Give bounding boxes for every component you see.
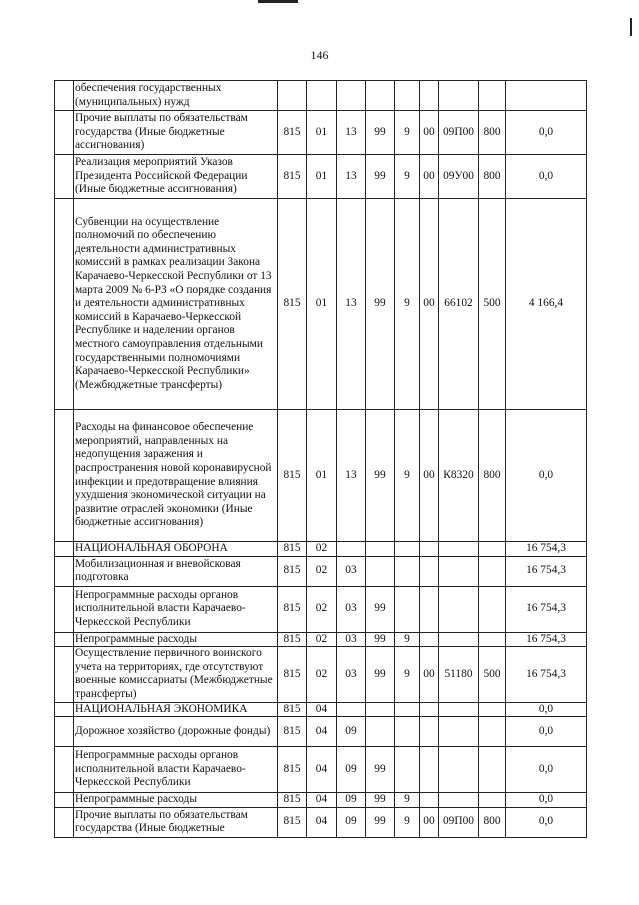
section-code: 04	[307, 793, 337, 808]
subprogram-code: 9	[395, 111, 420, 155]
admin-code: 815	[278, 632, 307, 647]
target-code: К8320	[439, 410, 479, 542]
row-margin-cell	[55, 155, 74, 199]
amount: 4 166,4	[506, 199, 587, 410]
expense-type-code	[479, 747, 506, 793]
page-number: 146	[310, 48, 329, 62]
target-code	[439, 542, 479, 557]
table-row	[55, 410, 587, 542]
admin-code: 815	[278, 747, 307, 793]
subsection-code: 13	[337, 410, 366, 542]
subsection-code: 03	[337, 647, 366, 702]
row-margin-cell	[55, 586, 74, 632]
program-code: 99	[366, 586, 395, 632]
section-code: 02	[307, 542, 337, 557]
section-code: 02	[307, 647, 337, 702]
table-row	[55, 647, 587, 702]
target-code	[439, 586, 479, 632]
row-margin-cell	[55, 702, 74, 717]
amount: 0,0	[506, 702, 587, 717]
program-code: 99	[366, 793, 395, 808]
table-row	[55, 556, 587, 586]
section-code: 04	[307, 747, 337, 793]
direction-code: 00	[420, 410, 439, 542]
table-row	[55, 632, 587, 647]
amount: 0,0	[506, 807, 587, 837]
direction-code	[420, 793, 439, 808]
target-code	[439, 556, 479, 586]
table-row	[55, 155, 587, 199]
row-margin-cell	[55, 747, 74, 793]
row-margin-cell	[55, 81, 74, 111]
admin-code: 815	[278, 111, 307, 155]
expense-name: Мобилизационная и вневойсковая подготовка	[74, 556, 278, 586]
subprogram-code: 9	[395, 647, 420, 702]
table-row	[55, 717, 587, 747]
admin-code	[278, 81, 307, 111]
row-margin-cell	[55, 556, 74, 586]
expense-name: Непрограммные расходы	[74, 793, 278, 808]
subsection-code: 13	[337, 111, 366, 155]
admin-code: 815	[278, 586, 307, 632]
target-code: 51180	[439, 647, 479, 702]
program-code	[366, 702, 395, 717]
section-code	[307, 81, 337, 111]
subsection-code	[337, 702, 366, 717]
expense-type-code: 500	[479, 647, 506, 702]
direction-code	[420, 81, 439, 111]
expense-type-code	[479, 556, 506, 586]
target-code	[439, 632, 479, 647]
expense-name: Прочие выплаты по обязательствам государства (Иные бюджетные ассигнования)	[74, 111, 278, 155]
program-code	[366, 717, 395, 747]
expense-name: Реализация мероприятий Указов Президента Российской Федерации (Иные бюджетные ассигнования)	[74, 155, 278, 199]
program-code	[366, 542, 395, 557]
admin-code: 815	[278, 807, 307, 837]
row-margin-cell	[55, 542, 74, 557]
expense-type-code	[479, 793, 506, 808]
amount: 0,0	[506, 717, 587, 747]
direction-code: 00	[420, 199, 439, 410]
subprogram-code	[395, 717, 420, 747]
target-code	[439, 793, 479, 808]
table-row	[55, 793, 587, 808]
table-row	[55, 199, 587, 410]
row-margin-cell	[55, 793, 74, 808]
row-margin-cell	[55, 199, 74, 410]
amount: 16 754,3	[506, 542, 587, 557]
amount: 0,0	[506, 111, 587, 155]
program-code: 99	[366, 647, 395, 702]
direction-code	[420, 717, 439, 747]
row-margin-cell	[55, 807, 74, 837]
direction-code: 00	[420, 647, 439, 702]
row-margin-cell	[55, 632, 74, 647]
expense-type-code: 800	[479, 155, 506, 199]
subprogram-code: 9	[395, 807, 420, 837]
row-margin-cell	[55, 647, 74, 702]
table-row	[55, 111, 587, 155]
expense-type-code: 800	[479, 807, 506, 837]
program-code	[366, 556, 395, 586]
subsection-code: 09	[337, 793, 366, 808]
admin-code: 815	[278, 410, 307, 542]
expense-type-code	[479, 717, 506, 747]
subsection-code: 03	[337, 632, 366, 647]
expense-name: Осуществление первичного воинского учета на территориях, где отсутствуют военные комиссариаты (Межбюджетные трансферты)	[74, 647, 278, 702]
subprogram-code: 9	[395, 199, 420, 410]
expense-type-code	[479, 632, 506, 647]
subprogram-code: 9	[395, 632, 420, 647]
expense-type-code: 500	[479, 199, 506, 410]
amount: 16 754,3	[506, 556, 587, 586]
section-code: 02	[307, 556, 337, 586]
table-row	[55, 747, 587, 793]
program-code	[366, 81, 395, 111]
section-code: 01	[307, 199, 337, 410]
expense-name: Непрограммные расходы	[74, 632, 278, 647]
direction-code	[420, 632, 439, 647]
subprogram-code	[395, 81, 420, 111]
subprogram-code: 9	[395, 793, 420, 808]
row-margin-cell	[55, 410, 74, 542]
table-row	[55, 542, 587, 557]
subprogram-code	[395, 556, 420, 586]
direction-code	[420, 747, 439, 793]
subsection-code: 03	[337, 556, 366, 586]
direction-code	[420, 586, 439, 632]
amount: 16 754,3	[506, 586, 587, 632]
admin-code: 815	[278, 155, 307, 199]
admin-code: 815	[278, 647, 307, 702]
table-row	[55, 586, 587, 632]
section-code: 01	[307, 111, 337, 155]
budget-table	[54, 80, 587, 838]
subprogram-code	[395, 747, 420, 793]
amount: 16 754,3	[506, 647, 587, 702]
expense-name: НАЦИОНАЛЬНАЯ ОБОРОНА	[74, 542, 278, 557]
scan-mark-right	[630, 18, 632, 36]
target-code	[439, 81, 479, 111]
program-code: 99	[366, 632, 395, 647]
subsection-code: 09	[337, 807, 366, 837]
target-code	[439, 702, 479, 717]
row-margin-cell	[55, 111, 74, 155]
subsection-code: 09	[337, 717, 366, 747]
subprogram-code: 9	[395, 410, 420, 542]
table-row	[55, 81, 587, 111]
admin-code: 815	[278, 542, 307, 557]
expense-type-code	[479, 702, 506, 717]
direction-code: 00	[420, 111, 439, 155]
expense-name: Непрограммные расходы органов исполнительной власти Карачаево-Черкесской Республики	[74, 586, 278, 632]
expense-name: Субвенции на осуществление полномочий по обеспечению деятельности административных комиссий в рамках реализации Закона Карачаево-Черкесской Республики от 13 марта 2009 № 6-РЗ «О порядке создания и деятельности административных комиссий в Карачаево-Черкесской Республике и наделении органов местного самоуправления отдельными государственными полномочиями Карачаево-Черкесской Республики» (Межбюджетные трансферты)	[74, 199, 278, 410]
section-code: 01	[307, 155, 337, 199]
admin-code: 815	[278, 199, 307, 410]
expense-name: Непрограммные расходы органов исполнительной власти Карачаево-Черкесской Республики	[74, 747, 278, 793]
target-code	[439, 747, 479, 793]
section-code: 02	[307, 632, 337, 647]
target-code	[439, 717, 479, 747]
section-code: 04	[307, 807, 337, 837]
row-margin-cell	[55, 717, 74, 747]
target-code: 09П00	[439, 111, 479, 155]
subprogram-code	[395, 542, 420, 557]
expense-type-code	[479, 81, 506, 111]
amount: 0,0	[506, 747, 587, 793]
expense-name: Дорожное хозяйство (дорожные фонды)	[74, 717, 278, 747]
subsection-code	[337, 81, 366, 111]
amount	[506, 81, 587, 111]
expense-type-code: 800	[479, 111, 506, 155]
table-body	[55, 81, 587, 838]
subsection-code: 03	[337, 586, 366, 632]
amount: 0,0	[506, 410, 587, 542]
admin-code: 815	[278, 702, 307, 717]
admin-code: 815	[278, 793, 307, 808]
scan-mark-top	[258, 0, 298, 3]
program-code: 99	[366, 111, 395, 155]
subsection-code: 13	[337, 199, 366, 410]
program-code: 99	[366, 199, 395, 410]
direction-code: 00	[420, 807, 439, 837]
table-row	[55, 702, 587, 717]
expense-type-code	[479, 542, 506, 557]
table-row	[55, 807, 587, 837]
subprogram-code: 9	[395, 155, 420, 199]
section-code: 01	[307, 410, 337, 542]
admin-code: 815	[278, 717, 307, 747]
program-code: 99	[366, 410, 395, 542]
expense-name: НАЦИОНАЛЬНАЯ ЭКОНОМИКА	[74, 702, 278, 717]
target-code: 66102	[439, 199, 479, 410]
direction-code	[420, 702, 439, 717]
subsection-code: 13	[337, 155, 366, 199]
expense-name: Прочие выплаты по обязательствам государства (Иные бюджетные	[74, 807, 278, 837]
subsection-code	[337, 542, 366, 557]
expense-type-code: 800	[479, 410, 506, 542]
expense-name: обеспечения государственных (муниципальных) нужд	[74, 81, 278, 111]
direction-code: 00	[420, 155, 439, 199]
expense-type-code	[479, 586, 506, 632]
subsection-code: 09	[337, 747, 366, 793]
target-code: 09П00	[439, 807, 479, 837]
target-code: 09У00	[439, 155, 479, 199]
section-code: 02	[307, 586, 337, 632]
admin-code: 815	[278, 556, 307, 586]
direction-code	[420, 556, 439, 586]
program-code: 99	[366, 155, 395, 199]
expense-name: Расходы на финансовое обеспечение мероприятий, направленных на недопущения заражения и распространения новой коронавирусной инфекции и предотвращение влияния ухудшения экономической ситуации на развитие отраслей экономики (Иные бюджетные ассигнования)	[74, 410, 278, 542]
section-code: 04	[307, 702, 337, 717]
program-code: 99	[366, 747, 395, 793]
subprogram-code	[395, 702, 420, 717]
direction-code	[420, 542, 439, 557]
amount: 16 754,3	[506, 632, 587, 647]
section-code: 04	[307, 717, 337, 747]
program-code: 99	[366, 807, 395, 837]
amount: 0,0	[506, 155, 587, 199]
amount: 0,0	[506, 793, 587, 808]
subprogram-code	[395, 586, 420, 632]
